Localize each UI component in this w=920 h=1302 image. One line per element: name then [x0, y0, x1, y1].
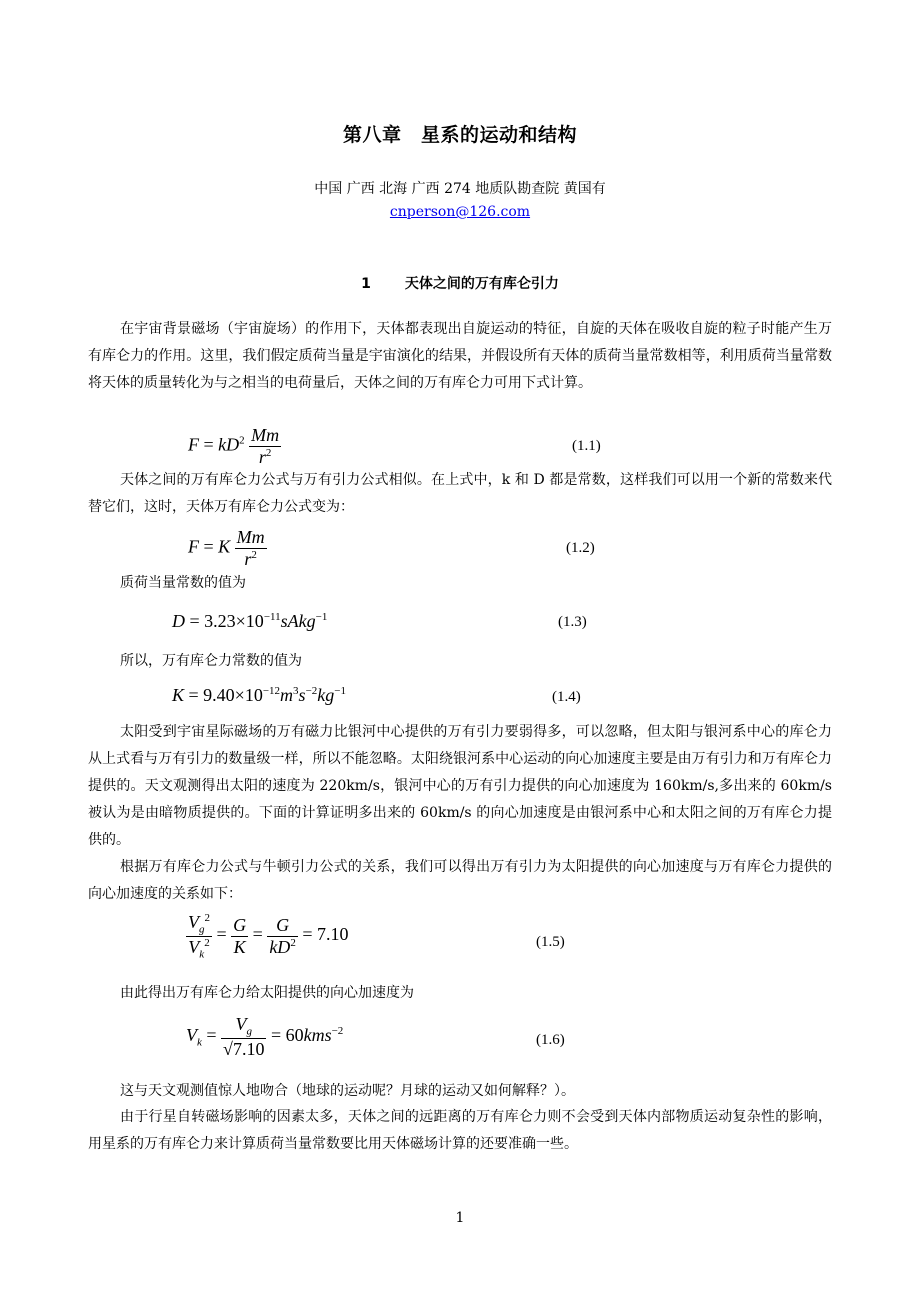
eq4-coef: 9.40	[203, 685, 235, 705]
eq3-exp: −11	[263, 611, 281, 623]
equation-1-2: F = K $\frac{Mm}{r^2}$	[188, 527, 265, 569]
eq3-coef: 3.23	[204, 611, 236, 631]
paragraph-1: 在宇宙背景磁场（宇宙旋场）的作用下，天体都表现出自旋运动的特征，自旋的天体在吸收自旋的粒子时能产生万有库仑力的作用。这里，我们假定质荷当量是宇宙演化的结果，并假设所有天体的质荷当量常数相等，利用质荷当量常数将天体的质量转化为与之相当的电荷量后，天体之间的万有库仑力可用下式计算。	[88, 321, 832, 391]
paragraph-5: 太阳受到宇宙星际磁场的万有磁力比银河中心提供的万有引力要弱得多，可以忽略，但太阳与银河系中心的库仑力从上式看与万有引力的数量级一样，所以不能忽略。太阳绕银河系中心运动的向心加速度主要是由万有引力和万有库仑力提供的。天文观测得出太阳的速度为 220km/s，银河中心的万有引力提供的向心加速度为 160km/s,多出来的 60km/s 被认为是由暗物质提供的。下面的计算证明多出来的 60km/s 的向心加速度是由银河系中心和太阳之间的万有库仑力提供的。	[88, 724, 832, 848]
paragraph-3: 质荷当量常数的值为	[120, 575, 246, 591]
eq6-value: 60	[285, 1024, 304, 1045]
email-line	[0, 204, 920, 220]
equation-label: (1.4)	[552, 689, 581, 705]
equation-1-5: $\frac{V_g^2}{V_k^2}$ = $\frac{G}{K}$ = $\frac{G}{kD^2}$ = 7.10	[188, 912, 349, 961]
paragraph-6: 根据万有库仑力公式与牛顿引力公式的关系，我们可以得出万有引力为太阳提供的向心加速度与万有库仑力提供的向心加速度的关系如下：	[88, 859, 832, 902]
email-link[interactable]: cnperson@126.com	[389, 204, 531, 220]
author-line: 中国 广西 北海 广西 274 地质队勘查院 黄国有	[314, 181, 606, 197]
equation-1-6: $V_k$ = $\frac{V_g}{√7.10}$ = 60kms$^{-2}$	[186, 1014, 344, 1059]
eq4-exp: −12	[262, 685, 281, 697]
paragraph-9: 由于行星自转磁场影响的因素太多，天体之间的远距离的万有库仑力则不会受到天体内部物质运动复杂性的影响，用星系的万有库仑力来计算质荷当量常数要比用天体磁场计算的还要准确一些。	[88, 1109, 832, 1152]
section-heading	[0, 273, 920, 293]
equation-label: (1.1)	[572, 438, 601, 454]
equation-1-1: $F = kD^2$ $\frac{Mm}{r^2}$	[188, 425, 280, 467]
eq6-root: 7.10	[232, 1038, 265, 1059]
equation-label: (1.6)	[536, 1032, 565, 1048]
page-title: 第八章 星系的运动和结构	[342, 124, 577, 146]
eq5-value: 7.10	[316, 924, 349, 945]
equation-label: (1.3)	[558, 614, 587, 630]
equation-1-4: $K = 9.40\times 10^{-12}m^3s^{-2}kg^{-1}$	[172, 685, 346, 705]
paragraph-8: 这与天文观测值惊人地吻合（地球的运动呢？月球的运动又如何解释？）。	[120, 1083, 575, 1099]
equation-label: (1.2)	[566, 540, 595, 556]
paragraph-2: 天体之间的万有库仑力公式与万有引力公式相似。在上式中，k 和 D 都是常数，这样我们可以用一个新的常数来代替它们，这时，天体万有库仑力公式变为：	[88, 472, 832, 515]
paragraph-4: 所以，万有库仑力常数的值为	[120, 653, 302, 669]
section-title: 天体之间的万有库仑引力	[404, 276, 559, 292]
page-number: 1	[455, 1210, 465, 1226]
equation-label: (1.5)	[536, 934, 565, 950]
section-number: 1	[361, 276, 371, 292]
equation-1-3: $D = 3.23\times 10^{-11}sAkg^{-1}$	[172, 611, 328, 631]
paragraph-7: 由此得出万有库仑力给太阳提供的向心加速度为	[120, 985, 414, 1001]
